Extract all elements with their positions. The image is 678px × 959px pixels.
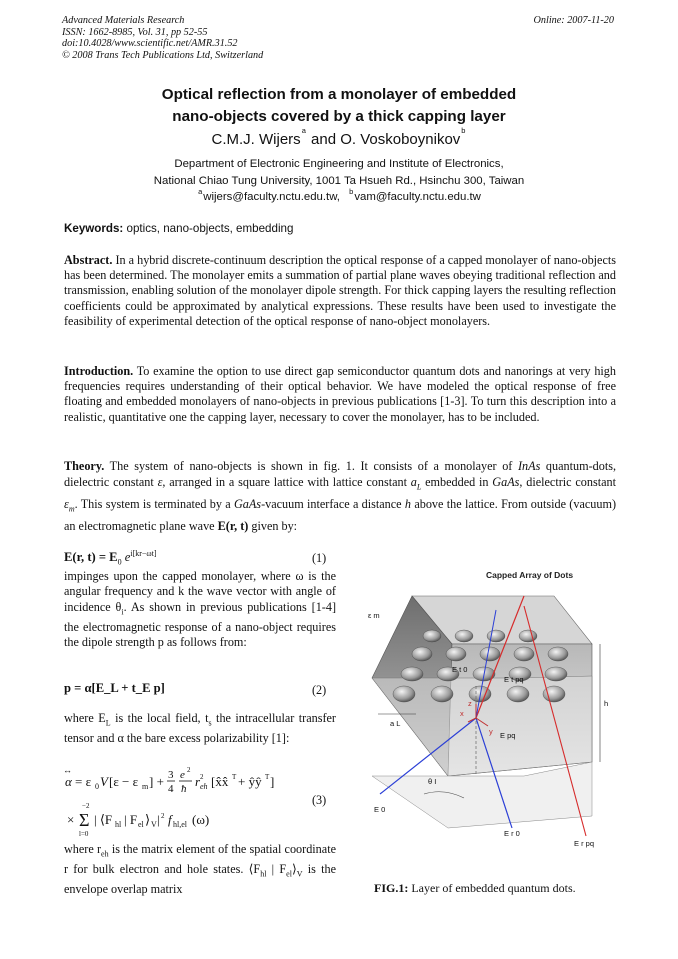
online-date: Online: 2007-11-20 [533, 15, 614, 26]
svg-text:T: T [265, 773, 270, 781]
label-Epr: E r pq [574, 839, 595, 848]
theory-text-7: -vacuum interface a distance [261, 497, 405, 512]
theory [64, 458, 616, 534]
keywords-label: Keywords: [64, 222, 124, 235]
abstract [64, 253, 616, 329]
journal-name: Advanced Materials Research [62, 15, 185, 26]
equation-1-number: (1) [312, 551, 327, 565]
svg-text:| F: | F [124, 812, 138, 827]
abstract-text: In a hybrid discrete-continuum description the optical response of a capped monolayer of nano-objects has been determined. The monolayer emits a summation of partial plane waves obeying traditional reflection and transmission, enabling solution of the monolayer dipole strength. For thick capping layers the resulting reflection coefficients could be approximated by analytical expressions. These results have been used to investigate the feasibility of experimental detection of the optical response of nano-object monolayers. [64, 253, 616, 328]
svg-text:(ω): (ω) [192, 812, 210, 827]
issn: ISSN: 1662-8985, Vol. 31, pp 52-55 [62, 26, 208, 38]
eq1-sub: 0 [117, 557, 122, 567]
theory-eps: ε [157, 475, 163, 490]
label-y: y [489, 727, 493, 736]
svg-text:] +: ] + [149, 774, 164, 789]
theory-epsm: ε [64, 497, 69, 512]
theory-aL-sub: L [416, 482, 422, 492]
affiliation [0, 156, 678, 207]
introduction [64, 364, 616, 425]
equation-2-number: (2) [312, 683, 327, 697]
col3-text-d: ⟩ [291, 861, 297, 876]
theory-inas: InAs [517, 459, 541, 473]
authors [0, 126, 678, 148]
svg-text:3: 3 [168, 769, 174, 781]
svg-text:el: el [138, 820, 144, 829]
col3-sub-d: V [296, 869, 303, 879]
theory-text-3: , arranged in a square lattice with lattice constant [162, 475, 411, 490]
col3-text-c: | F [266, 861, 287, 876]
svg-text:f: f [168, 812, 172, 827]
abstract-label: Abstract. [64, 253, 113, 267]
svg-text:| ⟨F: | ⟨F [94, 812, 113, 827]
email-b-sup: b [349, 187, 354, 196]
copyright: © 2008 Trans Tech Publications Ltd, Switzerland [62, 49, 264, 61]
svg-text:V: V [151, 820, 157, 829]
svg-text:l=0: l=0 [79, 830, 89, 838]
col1-text-a: impinges upon the capped monolayer, where ω is the angular frequency and k the wave vector with angle of incidence θ [64, 569, 336, 614]
svg-text:2: 2 [187, 766, 191, 774]
svg-text:hl: hl [115, 820, 122, 829]
theory-gaas-2: GaAs [233, 497, 262, 512]
caption-label: FIG.1: [374, 881, 409, 895]
label-Epq: E pq [500, 731, 516, 740]
email-a-sup: a [198, 187, 203, 196]
svg-text:+ ŷŷ: + ŷŷ [238, 774, 262, 789]
title-line-2: nano-objects covered by a thick capping layer [172, 108, 506, 125]
introduction-label: Introduction. [64, 364, 134, 378]
figure-title: Capped Array of Dots [486, 570, 574, 580]
svg-text:2: 2 [161, 812, 165, 820]
title-line-1: Optical reflection from a monolayer of embedded [161, 86, 517, 103]
svg-text:V: V [100, 774, 108, 789]
emails [0, 189, 678, 207]
affiliation-line-2: National Chiao Tung University, 1001 Ta Hsueh Rd., Hsinchu 300, Taiwan [153, 174, 525, 187]
col1-text-b: . As shown in previous publications [1-4] the electromagnetic response of a nano-object requires the dipole strength p as follows from: [64, 599, 336, 650]
keywords-text: optics, nano-objects, embedding [123, 222, 294, 235]
col2-sub-b: s [208, 718, 212, 728]
svg-text:]: ] [270, 774, 275, 789]
svg-text:[x̂x̂: [x̂x̂ [211, 774, 229, 789]
theory-text-8: above the lattice. From outside (vacuum) an electromagnetic plane wave [64, 497, 617, 533]
email-b: vam@faculty.nctu.edu.tw [354, 191, 481, 203]
svg-text:T: T [232, 773, 237, 781]
svg-text:eh: eh [200, 782, 208, 791]
svg-text:2: 2 [200, 773, 204, 781]
col1-sub: i [121, 607, 124, 617]
column-text-1 [64, 569, 336, 650]
equation-2: p = α[E_L + t_E p] [64, 681, 165, 695]
col3-text-b: is the matrix element of the spatial coordinate r for bulk electron and hole states. ⟨F [64, 842, 336, 876]
svg-text:ħ: ħ [181, 783, 187, 795]
theory-text-1: The system of nano-objects is shown in fig. 1. It consists of a monolayer of [104, 459, 518, 473]
svg-text:= ε: = ε [75, 774, 92, 789]
figure-1 [364, 566, 620, 878]
email-a: wijers@faculty.nctu.edu.tw, [203, 191, 340, 203]
figure-caption [374, 881, 576, 896]
caption-text: Layer of embedded quantum dots. [408, 881, 576, 895]
theory-E-field: E(r, t) [217, 518, 249, 533]
author-2: and O. Voskoboynikov [306, 131, 461, 148]
column-text-3 [64, 842, 336, 897]
col3-text-e: is the envelope overlap matrix [64, 861, 337, 896]
author-2-sup: b [461, 126, 466, 135]
equation-3 [62, 762, 302, 840]
author-1-sup: a [301, 126, 306, 135]
svg-text:−2: −2 [82, 802, 90, 810]
col2-text-a: where E [64, 711, 106, 725]
svg-text:r: r [195, 774, 201, 789]
affiliation-line-1: Department of Electronic Engineering and Institute of Electronics, [174, 158, 504, 170]
theory-text-9: given by: [248, 518, 298, 533]
svg-text:e: e [180, 769, 185, 781]
svg-text:m: m [142, 782, 149, 791]
label-E0r: E r 0 [504, 829, 520, 838]
svg-text:×: × [67, 812, 75, 827]
theory-text-6: . This system is terminated by a [74, 497, 234, 512]
svg-text:[ε − ε: [ε − ε [109, 774, 139, 789]
label-h: h [604, 699, 609, 708]
equation-3-number: (3) [312, 793, 327, 807]
author-1: C.M.J. Wijers [211, 131, 301, 148]
journal-header [62, 15, 263, 61]
theory-text-4: embedded in [421, 475, 493, 490]
col3-sub-b: hl [260, 869, 267, 879]
svg-text:0: 0 [95, 782, 99, 791]
paper-title [0, 84, 678, 128]
col2-text-b: is the local field, t [110, 711, 209, 725]
col3-sub-a: eh [101, 849, 109, 859]
theory-text-5: , dielectric constant [519, 475, 616, 490]
label-eps-m: ε m [368, 611, 380, 620]
svg-text:↔: ↔ [63, 765, 72, 775]
col2-text-c: the intracellular transfer tensor and α the bare excess polarizability [1]: [64, 711, 336, 745]
eq1-exp: e [124, 550, 131, 565]
label-x: x [460, 709, 464, 718]
theory-label: Theory. [64, 459, 105, 473]
svg-text:⟩: ⟩ [145, 812, 151, 827]
col2-sub-a: L [105, 718, 111, 728]
theory-h: h [404, 497, 412, 512]
label-E0t: E t 0 [452, 665, 468, 674]
equation-1 [64, 549, 157, 567]
eq1-lhs: E(r, t) = E [64, 550, 118, 565]
label-Ept: E t pq [504, 675, 524, 684]
theory-aL: a [410, 475, 417, 490]
introduction-text: To examine the option to use direct gap semiconductor quantum dots and nanorings at very high frequencies requires understanding of their optical behavior. We have modeled the optical response of free floating and embedded monolayers of nano-objects in previous publications [1-3]. To turn this description into a realistic, quantitative one the capping layer, necessary to cover the monolayer, has to be included. [64, 364, 616, 424]
eq1-exp-sup: i[kr−ωt] [130, 549, 157, 558]
svg-text:hl,el: hl,el [173, 820, 187, 829]
svg-text:Σ: Σ [79, 810, 90, 830]
svg-text:|: | [157, 812, 160, 827]
label-z: z [468, 699, 472, 708]
svg-text:4: 4 [168, 783, 174, 795]
theory-epsm-sub: m [68, 504, 75, 514]
col3-sub-c: el [286, 869, 292, 879]
keywords [64, 222, 293, 235]
theory-gaas: GaAs [492, 475, 520, 490]
label-E0: E 0 [374, 805, 386, 814]
doi: doi:10.4028/www.scientific.net/AMR.31.52 [62, 38, 238, 50]
svg-text:α: α [65, 774, 72, 789]
label-theta: θ I [428, 777, 437, 786]
theory-text-2: quantum-dots, dielectric constant [64, 459, 617, 490]
label-aL: a L [390, 719, 401, 728]
col3-text-a: where r [64, 842, 102, 856]
column-text-2 [64, 711, 336, 746]
